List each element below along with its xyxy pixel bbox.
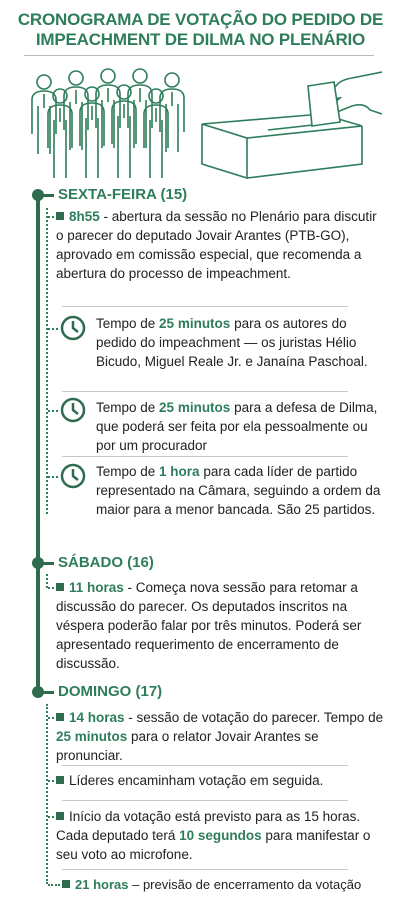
timeline-spine xyxy=(36,197,40,694)
square-bullet-icon xyxy=(56,713,64,721)
list-item xyxy=(56,708,386,765)
item-text: Tempo de xyxy=(96,400,160,415)
square-bullet-icon xyxy=(56,776,64,784)
list-item xyxy=(96,314,386,371)
time-highlight: 8h55 xyxy=(69,209,100,224)
list-item xyxy=(96,398,386,455)
day-tick xyxy=(40,691,54,694)
separator xyxy=(62,765,348,766)
item-text: Tempo de xyxy=(96,464,160,479)
list-item xyxy=(56,207,386,283)
page-title xyxy=(0,10,401,50)
duration-highlight: 25 minutos xyxy=(159,400,231,415)
clock-icon xyxy=(60,315,86,341)
separator xyxy=(62,306,348,307)
saturday-dotted-connector xyxy=(46,574,48,588)
item-text: para manifestar o seu voto ao microfone. xyxy=(56,828,371,862)
duration-highlight: 25 minutos xyxy=(56,729,128,744)
day-tick xyxy=(40,194,54,197)
title-line-1: CRONOGRAMA DE VOTAÇÃO DO PEDIDO DE xyxy=(17,10,384,29)
duration-highlight: 10 segundos xyxy=(179,828,262,843)
sunday-dotted-connector xyxy=(46,704,48,884)
voting-hand-icon xyxy=(308,72,382,126)
item-connector xyxy=(48,328,58,330)
square-bullet-icon xyxy=(56,212,64,220)
list-item xyxy=(56,771,386,790)
clock-icon xyxy=(60,463,86,489)
separator xyxy=(62,869,348,870)
item-text: para o relator Jovair Arantes se pronunciar. xyxy=(56,729,319,763)
friday-dotted-connector xyxy=(46,208,48,514)
square-bullet-icon xyxy=(56,583,64,591)
deputies-group-icon xyxy=(32,69,184,178)
day-label-saturday: SÁBADO (16) xyxy=(58,554,154,571)
clock-icon xyxy=(60,397,86,423)
square-bullet-icon xyxy=(56,812,64,820)
list-item xyxy=(62,875,392,894)
item-text: - abertura da sessão no Plenário para discutir o parecer do deputado Jovair Arantes (PTB-GO), aprovado em comissão especial, que recomenda a abertura do processo de impeachment. xyxy=(56,209,377,281)
list-item xyxy=(56,807,386,864)
item-text: para os autores do pedido do impeachment — os juristas Hélio Bicudo, Miguel Reale Jr. e Janaína Paschoal. xyxy=(96,316,368,369)
time-highlight: 21 horas xyxy=(75,877,129,892)
item-connector xyxy=(48,884,60,886)
list-item xyxy=(56,578,386,673)
separator xyxy=(62,391,348,392)
item-text: - sessão de votação do parecer. Tempo de xyxy=(124,710,384,725)
duration-highlight: 1 hora xyxy=(159,464,200,479)
item-text: – previsão de encerramento da votação xyxy=(128,877,362,892)
item-text: Início da votação está previsto para as 15 horas. Cada deputado terá xyxy=(56,809,361,843)
item-connector xyxy=(48,476,58,478)
ballot-box-icon xyxy=(202,114,362,178)
title-divider xyxy=(24,55,374,56)
item-text: - Começa nova sessão para retomar a discussão do parecer. Os deputados inscritos na véspera poderão falar por três minutos. Poderá ser apresentado requerimento de encerramento de discussão. xyxy=(56,580,362,671)
separator xyxy=(62,800,348,801)
item-text: Tempo de xyxy=(96,316,160,331)
list-item xyxy=(96,462,386,519)
day-label-friday: SEXTA-FEIRA (15) xyxy=(58,186,188,203)
time-highlight: 14 horas xyxy=(69,710,125,725)
time-highlight: 11 horas xyxy=(69,580,124,595)
duration-highlight: 25 minutos xyxy=(159,316,231,331)
item-connector xyxy=(48,410,58,412)
voting-illustration xyxy=(22,64,382,186)
separator xyxy=(62,456,348,457)
item-text: para cada líder de partido representado na Câmara, seguindo a ordem da maior para a menor bancada. São 25 partidos. xyxy=(96,464,381,517)
square-bullet-icon xyxy=(62,880,70,888)
item-text: para a defesa de Dilma, que poderá ser feita por ela pessoalmente ou por um procurador xyxy=(96,400,378,453)
item-text: Líderes encaminham votação em seguida. xyxy=(69,773,324,788)
day-label-sunday: DOMINGO (17) xyxy=(58,683,163,700)
title-line-2: IMPEACHMENT DE DILMA NO PLENÁRIO xyxy=(35,30,366,49)
day-tick xyxy=(40,562,54,565)
